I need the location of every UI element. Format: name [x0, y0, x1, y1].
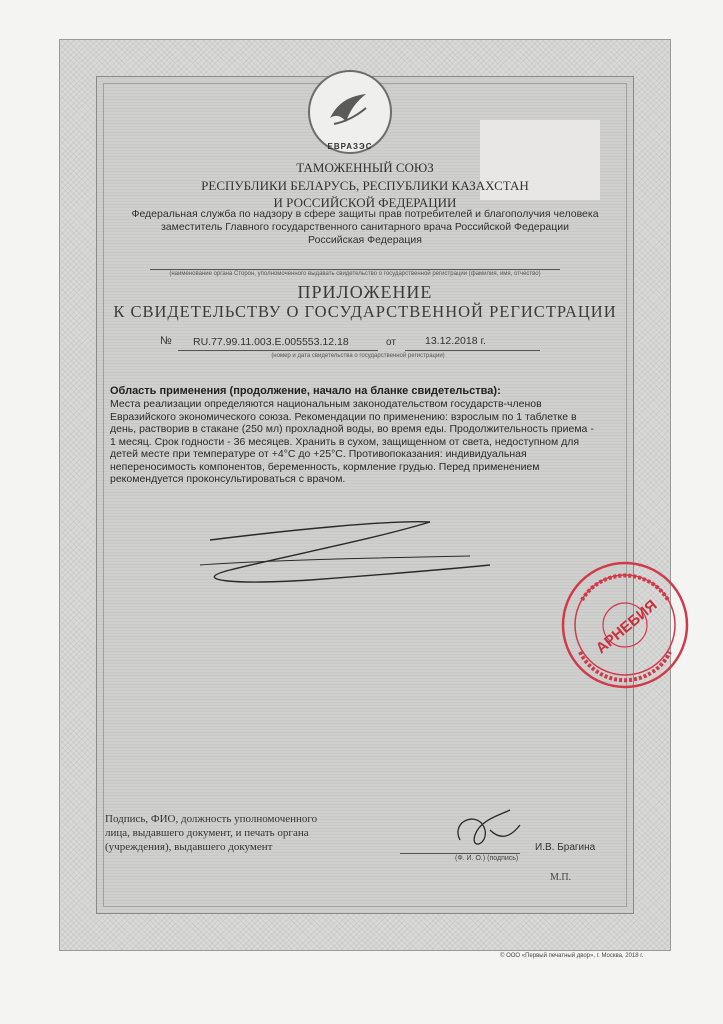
registration-date: 13.12.2018 г. [425, 335, 486, 347]
header-line-2: РЕСПУБЛИКИ БЕЛАРУСЬ, РЕСПУБЛИКИ КАЗАХСТАН [201, 178, 529, 193]
large-signature-icon [170, 510, 500, 590]
section-title: Область применения (продолжение, начало на бланке свидетельства): [110, 385, 501, 397]
signatory-line: (учреждения), выдавшего документ [105, 841, 273, 853]
registration-caption: (номер и дата свидетельства о государственной регистрации) [271, 353, 445, 359]
number-label: № [160, 335, 172, 347]
appendix-subtitle: К СВИДЕТЕЛЬСТВУ О ГОСУДАРСТВЕННОЙ РЕГИСТРАЦИИ [113, 302, 617, 321]
certificate-sheet [60, 40, 670, 959]
printer-footer: © ООО «Первый печатный двор», г. Москва, 2018 г. [500, 953, 644, 959]
date-underline [405, 350, 540, 351]
text-line: рекомендуется проконсультироваться с врачом. [110, 473, 346, 485]
sign-underline [400, 853, 520, 854]
registration-number: RU.77.99.11.003.E.005553.12.18 [193, 336, 349, 348]
org-underline [150, 269, 560, 270]
stamp-text: АРНЕБИЯ [592, 596, 661, 658]
org-caption: (наименование органа Сторон, уполномоченного выдавать свидетельство о государственной регистрации (фамилия, имя, отчество) [169, 271, 541, 277]
text-line: Евразийского экономического союза. Рекомендации по применению: взрослым по 1 таблетке в [110, 410, 577, 423]
signatory-caption [105, 812, 395, 854]
signatory-line: лица, выдавшего документ, и печать органа [105, 827, 309, 839]
header-line-3: И РОССИЙСКОЙ ФЕДЕРАЦИИ [273, 195, 457, 210]
seal-place: М.П. [550, 872, 572, 883]
logo-caption: ЕВРАЗЭС [327, 142, 373, 151]
authority-line-1: Федеральная служба по надзору в сфере защиты прав потребителей и благополучия человека [131, 208, 599, 220]
appendix-title: ПРИЛОЖЕНИЕ [297, 282, 433, 302]
application-text [110, 398, 610, 486]
sign-caption: (Ф. И. О.) (подпись) [455, 855, 519, 862]
official-signature-icon [440, 800, 540, 860]
text-line: непереносимость компонентов, беременность, кормление грудью. Перед применением [110, 460, 540, 473]
authority-line-3: Российская Федерация [308, 234, 422, 246]
text-line: день, растворив в стакане (250 мл) прохладной воды, во время еды. Продолжительность приема - [110, 423, 594, 435]
text-line: Места реализации определяются национальным законодательством государств-членов [110, 398, 542, 410]
text-line: детей месте при температуре от +4°С до +25°С. Противопоказания: индивидуальная [110, 448, 527, 460]
signatory-line: Подпись, ФИО, должность уполномоченного [105, 813, 318, 825]
text-line: 1 месяц. Срок годности - 36 месяцев. Хранить в сухом, защищенном от света, недоступном для [110, 435, 580, 448]
date-label: от [386, 337, 396, 348]
authority-line-2: заместитель Главного государственного санитарного врача Российской Федерации [160, 221, 570, 233]
red-seal-icon [560, 560, 690, 690]
number-underline [178, 350, 378, 351]
header-line-1: ТАМОЖЕННЫЙ СОЮЗ [296, 160, 434, 175]
signatory-name: И.В. Брагина [535, 842, 596, 853]
